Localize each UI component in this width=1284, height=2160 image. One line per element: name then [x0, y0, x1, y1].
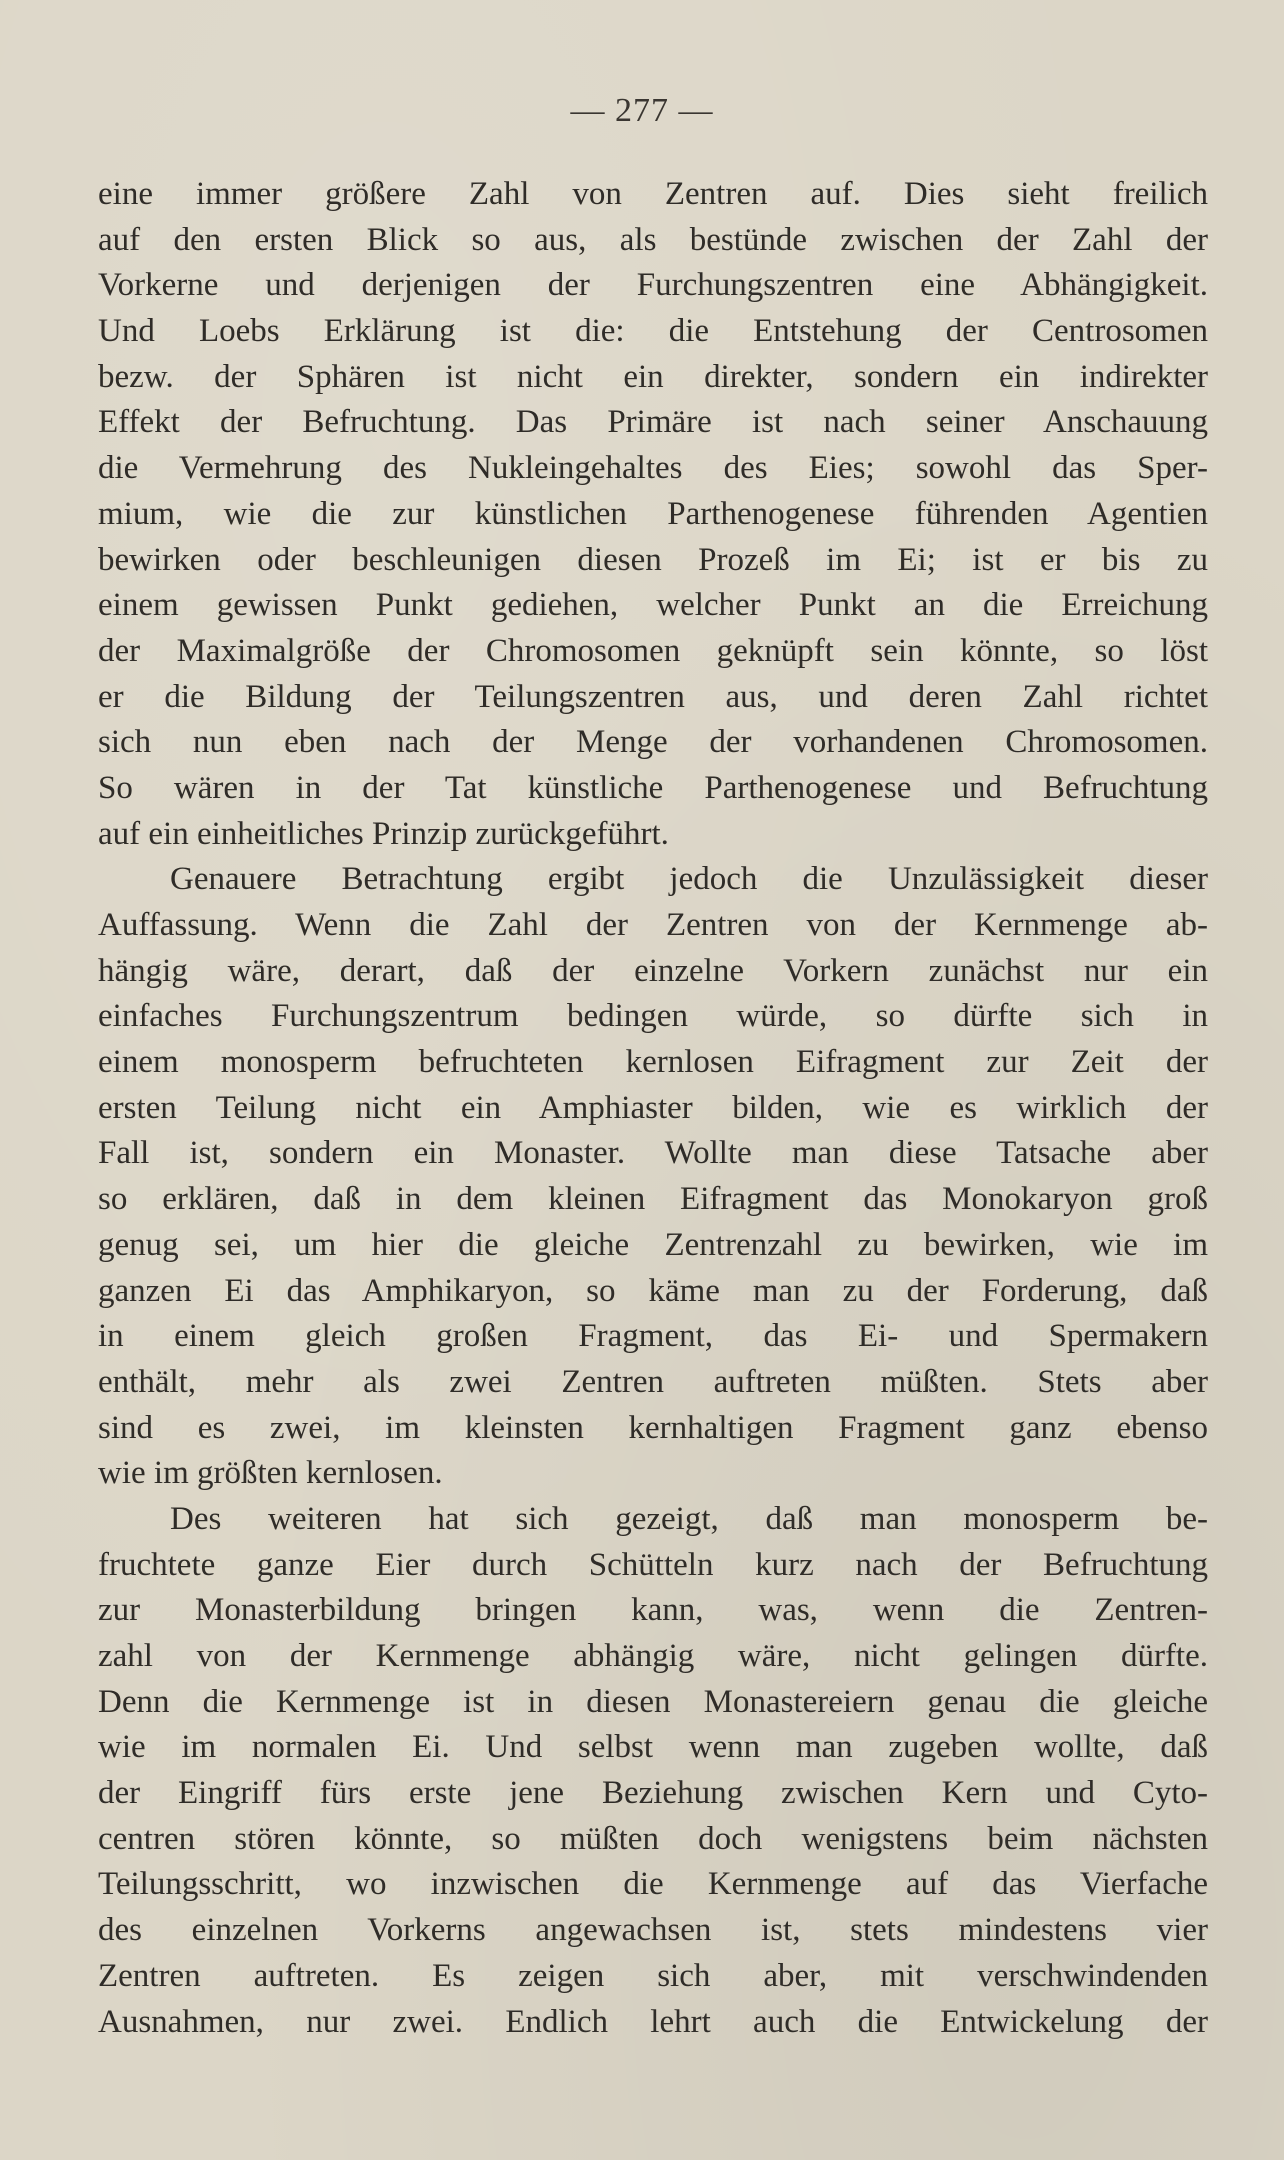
- text-line: wie im normalen Ei. Und selbst wenn man zugeben wollte, daß: [98, 1729, 1208, 1766]
- text-line: Zentren auftreten. Es zeigen sich aber, mit verschwindenden: [98, 1957, 1208, 1994]
- text-line: sich nun eben nach der Menge der vorhandenen Chromosomen.: [98, 724, 1208, 761]
- text-line: die Vermehrung des Nukleingehaltes des Eies; sowohl das Sper-: [98, 450, 1208, 487]
- text-line: der Eingriff fürs erste jene Beziehung zwischen Kern und Cyto-: [98, 1775, 1208, 1812]
- text-line: Ausnahmen, nur zwei. Endlich lehrt auch die Entwickelung der: [98, 2003, 1208, 2040]
- text-line: einfaches Furchungszentrum bedingen würde, so dürfte sich in: [98, 998, 1208, 1035]
- text-line: der Maximalgröße der Chromosomen geknüpft sein könnte, so löst: [98, 632, 1208, 669]
- text-line: Und Loebs Erklärung ist die: die Entstehung der Centrosomen: [98, 313, 1208, 350]
- text-line: auf ein einheitliches Prinzip zurückgeführt.: [98, 815, 669, 852]
- text-line: auf den ersten Blick so aus, als bestünde zwischen der Zahl der: [98, 221, 1208, 258]
- text-line: ganzen Ei das Amphikaryon, so käme man zu der Forderung, daß: [98, 1272, 1208, 1309]
- paragraph-1: [98, 172, 1208, 857]
- text-line: zur Monasterbildung bringen kann, was, wenn die Zentren-: [98, 1592, 1208, 1629]
- text-line: in einem gleich großen Fragment, das Ei- und Spermakern: [98, 1318, 1208, 1355]
- text-line: so erklären, daß in dem kleinen Eifragment das Monokaryon groß: [98, 1181, 1208, 1218]
- page-number: — 277 —: [570, 92, 714, 129]
- text-line: centren stören könnte, so müßten doch wenigstens beim nächsten: [98, 1820, 1208, 1857]
- text-line: So wären in der Tat künstliche Parthenogenese und Befruchtung: [98, 769, 1208, 806]
- text-line: Denn die Kernmenge ist in diesen Monastereiern genau die gleiche: [98, 1683, 1208, 1720]
- text-line: zahl von der Kernmenge abhängig wäre, nicht gelingen dürfte.: [98, 1638, 1208, 1674]
- paragraph-2: [98, 857, 1208, 1497]
- body-text: [98, 172, 1208, 2045]
- paragraph-3: [98, 1497, 1208, 2045]
- text-line: einem monosperm befruchteten kernlosen Eifragment zur Zeit der: [98, 1044, 1208, 1081]
- text-line: bewirken oder beschleunigen diesen Prozeß im Ei; ist er bis zu: [98, 541, 1208, 578]
- text-line: Genauere Betrachtung ergibt jedoch die Unzulässigkeit dieser: [170, 861, 1208, 898]
- text-line: fruchtete ganze Eier durch Schütteln kurz nach der Befruchtung: [98, 1546, 1208, 1583]
- text-line: enthält, mehr als zwei Zentren auftreten müßten. Stets aber: [98, 1363, 1208, 1400]
- text-line: eine immer größere Zahl von Zentren auf. Dies sieht freilich: [98, 176, 1208, 212]
- text-line: Vorkerne und derjenigen der Furchungszentren eine Abhängigkeit.: [98, 267, 1208, 304]
- text-line: hängig wäre, derart, daß der einzelne Vorkern zunächst nur ein: [98, 952, 1208, 989]
- text-line: Auffassung. Wenn die Zahl der Zentren von der Kernmenge ab-: [98, 907, 1208, 943]
- text-line: Teilungsschritt, wo inzwischen die Kernmenge auf das Vierfache: [98, 1866, 1208, 1903]
- text-line: sind es zwei, im kleinsten kernhaltigen Fragment ganz ebenso: [98, 1409, 1208, 1446]
- text-line: Fall ist, sondern ein Monaster. Wollte man diese Tatsache aber: [98, 1135, 1208, 1172]
- text-line: ersten Teilung nicht ein Amphiaster bilden, wie es wirklich der: [98, 1089, 1208, 1126]
- text-line: er die Bildung der Teilungszentren aus, und deren Zahl richtet: [98, 678, 1208, 715]
- text-line: des einzelnen Vorkerns angewachsen ist, stets mindestens vier: [98, 1912, 1208, 1949]
- text-line: einem gewissen Punkt gediehen, welcher Punkt an die Erreichung: [98, 587, 1208, 624]
- text-line: Des weiteren hat sich gezeigt, daß man monosperm be-: [170, 1500, 1208, 1537]
- text-line: genug sei, um hier die gleiche Zentrenzahl zu bewirken, wie im: [98, 1226, 1208, 1263]
- text-line: mium, wie die zur künstlichen Parthenogenese führenden Agentien: [98, 495, 1208, 532]
- text-line: bezw. der Sphären ist nicht ein direkter, sondern ein indirekter: [98, 358, 1208, 395]
- text-line: wie im größten kernlosen.: [98, 1455, 443, 1492]
- text-line: Effekt der Befruchtung. Das Primäre ist nach seiner Anschauung: [98, 404, 1208, 441]
